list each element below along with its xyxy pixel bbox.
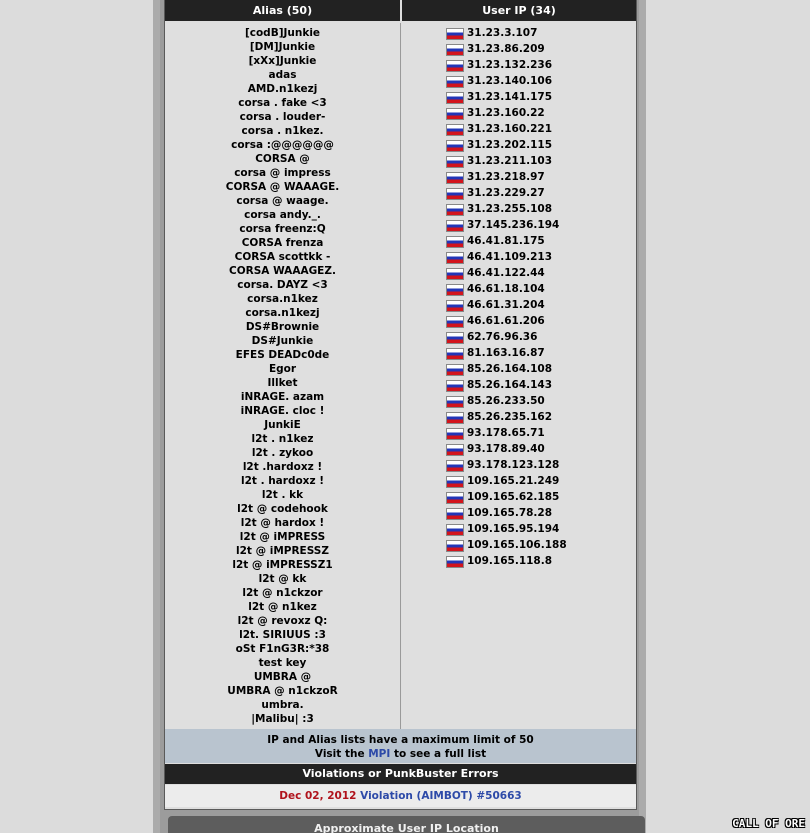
ip-address: 109.165.62.185 (467, 491, 560, 503)
ip-address: 46.61.18.104 (467, 283, 545, 295)
alias-item: CORSA @ WAAAGE. (225, 181, 340, 193)
alias-item: EFES DEADc0de (235, 349, 330, 361)
alias-item: l2t . hardoxz ! (240, 475, 325, 487)
russia-flag-icon (446, 188, 464, 200)
ip-address: 85.26.164.143 (467, 379, 553, 391)
ip-address: 31.23.160.22 (467, 107, 545, 119)
alias-item: corsa . n1kez. (241, 125, 324, 137)
russia-flag-icon (446, 316, 464, 328)
ip-item[interactable] (467, 362, 552, 376)
alias-item: oSt F1nG3R:*38 (235, 643, 330, 655)
ip-item[interactable] (467, 90, 552, 104)
ip-address: 85.26.233.50 (467, 395, 545, 407)
russia-flag-icon (446, 460, 464, 472)
ip-address: 31.23.86.209 (467, 43, 545, 55)
ip-item[interactable] (467, 186, 545, 200)
ip-address: 31.23.3.107 (467, 27, 538, 39)
alias-item: l2t @ kk (258, 573, 307, 585)
russia-flag-icon (446, 492, 464, 504)
ip-item[interactable] (467, 234, 545, 248)
alias-item: corsa freenz:Q (239, 223, 326, 235)
alias-item: corsa . louder- (239, 111, 326, 123)
content-panel (160, 0, 639, 833)
violation-date: Dec 02, 2012 (279, 790, 357, 802)
russia-flag-icon (446, 236, 464, 248)
ip-item[interactable] (467, 58, 552, 72)
russia-flag-icon (446, 124, 464, 136)
ip-item[interactable] (467, 330, 537, 344)
alias-item: umbra. (261, 699, 304, 711)
alias-list (165, 23, 401, 729)
alias-item: corsa.n1kez (247, 293, 318, 305)
ip-address: 31.23.202.115 (467, 139, 553, 151)
ip-item[interactable] (467, 282, 545, 296)
alias-item: JunkiE (264, 419, 301, 431)
ip-item[interactable] (467, 42, 545, 56)
player-info-box (164, 0, 637, 810)
ip-item[interactable] (467, 298, 545, 312)
russia-flag-icon (446, 60, 464, 72)
alias-item: corsa. DAYZ <3 (237, 279, 328, 291)
alias-item: UMBRA @ (253, 671, 312, 683)
russia-flag-icon (446, 476, 464, 488)
ip-address: 31.23.229.27 (467, 187, 545, 199)
ip-address: 31.23.132.236 (467, 59, 553, 71)
russia-flag-icon (446, 332, 464, 344)
alias-item: corsa @ waage. (236, 195, 329, 207)
russia-flag-icon (446, 268, 464, 280)
russia-flag-icon (446, 428, 464, 440)
alias-header: Alias (50) (165, 0, 400, 21)
alias-item: test key (258, 657, 307, 669)
russia-flag-icon (446, 108, 464, 120)
ip-address: 31.23.211.103 (467, 155, 553, 167)
ip-item[interactable] (467, 394, 545, 408)
russia-flag-icon (446, 396, 464, 408)
list-limit-note (165, 729, 636, 763)
alias-item: l2t @ n1kez (248, 601, 317, 613)
russia-flag-icon (446, 300, 464, 312)
ip-item[interactable] (467, 218, 559, 232)
ip-item[interactable] (467, 410, 552, 424)
ip-item[interactable] (467, 314, 545, 328)
alias-item: DS#Brownie (245, 321, 320, 333)
alias-item: l2t . kk (261, 489, 304, 501)
ip-item[interactable] (467, 266, 545, 280)
alias-item: l2t @ n1ckzor (242, 587, 323, 599)
ip-address: 31.23.141.175 (467, 91, 553, 103)
russia-flag-icon (446, 412, 464, 424)
ip-address: 109.165.118.8 (467, 555, 553, 567)
russia-flag-icon (446, 508, 464, 520)
violation-row (165, 785, 636, 807)
ip-address: 31.23.140.106 (467, 75, 553, 87)
alias-item: l2t @ iMPRESSZ1 (232, 559, 333, 571)
ip-address: 93.178.123.128 (467, 459, 560, 471)
alias-item: UMBRA @ n1ckzoR (227, 685, 338, 697)
ip-address: 85.26.164.108 (467, 363, 553, 375)
ip-address: 46.61.61.206 (467, 315, 545, 327)
ip-address: 37.145.236.194 (467, 219, 560, 231)
ip-list (402, 23, 636, 729)
ip-item[interactable] (467, 442, 545, 456)
ip-item[interactable] (467, 538, 567, 552)
russia-flag-icon (446, 220, 464, 232)
ip-item[interactable] (467, 138, 552, 152)
ip-address: 31.23.160.221 (467, 123, 553, 135)
ip-location-section-header: Approximate User IP Location (168, 816, 645, 833)
ip-item[interactable] (467, 250, 552, 264)
russia-flag-icon (446, 252, 464, 264)
ip-item[interactable] (467, 106, 545, 120)
alias-item: |Malibu| :3 (251, 713, 314, 725)
alias-item: l2t .hardoxz ! (242, 461, 323, 473)
ip-address: 31.23.255.108 (467, 203, 553, 215)
ip-address: 31.23.218.97 (467, 171, 545, 183)
russia-flag-icon (446, 524, 464, 536)
limit-text: IP and Alias lists have a maximum limit of 50 (267, 734, 534, 746)
alias-item: Illket (267, 377, 298, 389)
alias-item: Egor (268, 363, 297, 375)
russia-flag-icon (446, 380, 464, 392)
alias-item: l2t @ iMPRESS (239, 531, 326, 543)
russia-flag-icon (446, 92, 464, 104)
alias-item: corsa @ impress (234, 167, 331, 179)
ip-address: 93.178.65.71 (467, 427, 545, 439)
alias-item: l2t . zykoo (251, 447, 314, 459)
ip-item[interactable] (467, 202, 552, 216)
alias-item: l2t @ revoxz Q: (237, 615, 328, 627)
alias-item: corsa . fake <3 (238, 97, 327, 109)
visit-suffix: to see a full list (393, 748, 487, 760)
ip-address: 81.163.16.87 (467, 347, 545, 359)
visit-text: Visit the (314, 748, 365, 760)
ip-item[interactable] (467, 474, 559, 488)
ip-item[interactable] (467, 554, 552, 568)
ip-address: 46.61.31.204 (467, 299, 545, 311)
ip-address: 62.76.96.36 (467, 331, 538, 343)
ip-address: 109.165.106.188 (467, 539, 567, 551)
ip-address: 93.178.89.40 (467, 443, 545, 455)
alias-item: adas (268, 69, 297, 81)
visit-line (165, 747, 636, 761)
ip-header: User IP (34) (402, 0, 636, 21)
russia-flag-icon (446, 364, 464, 376)
alias-item: AMD.n1kezj (247, 83, 318, 95)
ip-item[interactable] (467, 122, 552, 136)
ip-address: 85.26.235.162 (467, 411, 553, 423)
ip-address: 46.41.122.44 (467, 267, 545, 279)
mpi-link[interactable]: MPI (368, 748, 391, 760)
alias-item: [codB]Junkie (244, 27, 321, 39)
ip-item[interactable] (467, 458, 559, 472)
russia-flag-icon (446, 156, 464, 168)
page-frame (153, 0, 646, 833)
russia-flag-icon (446, 28, 464, 40)
russia-flag-icon (446, 284, 464, 296)
alias-item: iNRAGE. cloc ! (240, 405, 325, 417)
russia-flag-icon (446, 140, 464, 152)
russia-flag-icon (446, 348, 464, 360)
alias-item: CORSA scottkk - (234, 251, 331, 263)
russia-flag-icon (446, 76, 464, 88)
alias-item: CORSA @ (255, 153, 310, 165)
ip-address: 109.165.78.28 (467, 507, 553, 519)
alias-item: [xXx]Junkie (248, 55, 317, 67)
ip-item[interactable] (467, 26, 537, 40)
alias-item: corsa andy._. (244, 209, 321, 221)
alias-item: [DM]Junkie (249, 41, 316, 53)
violations-header: Violations or PunkBuster Errors (165, 764, 636, 784)
ip-item[interactable] (467, 506, 552, 520)
ip-item[interactable] (467, 170, 545, 184)
alias-item: iNRAGE. azam (240, 391, 325, 403)
ip-item[interactable] (467, 346, 545, 360)
ip-address: 46.41.81.175 (467, 235, 545, 247)
russia-flag-icon (446, 172, 464, 184)
alias-item: l2t . n1kez (251, 433, 314, 445)
alias-item: corsa.n1kezj (245, 307, 320, 319)
alias-item: l2t @ iMPRESSZ (235, 545, 329, 557)
ip-item[interactable] (467, 154, 552, 168)
russia-flag-icon (446, 44, 464, 56)
ip-item[interactable] (467, 490, 559, 504)
russia-flag-icon (446, 556, 464, 568)
alias-item: DS#Junkie (251, 335, 314, 347)
ip-item[interactable] (467, 378, 552, 392)
watermark: CALL OF ORE (732, 817, 805, 830)
alias-item: l2t. SIRIUUS :3 (239, 629, 326, 641)
ip-item[interactable] (467, 74, 552, 88)
alias-item: CORSA frenza (241, 237, 324, 249)
alias-item: l2t @ hardox ! (240, 517, 325, 529)
alias-item: corsa :@@@@@@ (231, 139, 334, 151)
russia-flag-icon (446, 204, 464, 216)
russia-flag-icon (446, 540, 464, 552)
ip-item[interactable] (467, 426, 545, 440)
ip-address: 46.41.109.213 (467, 251, 553, 263)
russia-flag-icon (446, 444, 464, 456)
violation-link[interactable]: Violation (AIMBOT) #50663 (360, 790, 522, 802)
ip-item[interactable] (467, 522, 559, 536)
alias-item: l2t @ codehook (237, 503, 328, 515)
alias-item: CORSA WAAAGEZ. (229, 265, 336, 277)
ip-address: 109.165.95.194 (467, 523, 560, 535)
ip-address: 109.165.21.249 (467, 475, 560, 487)
